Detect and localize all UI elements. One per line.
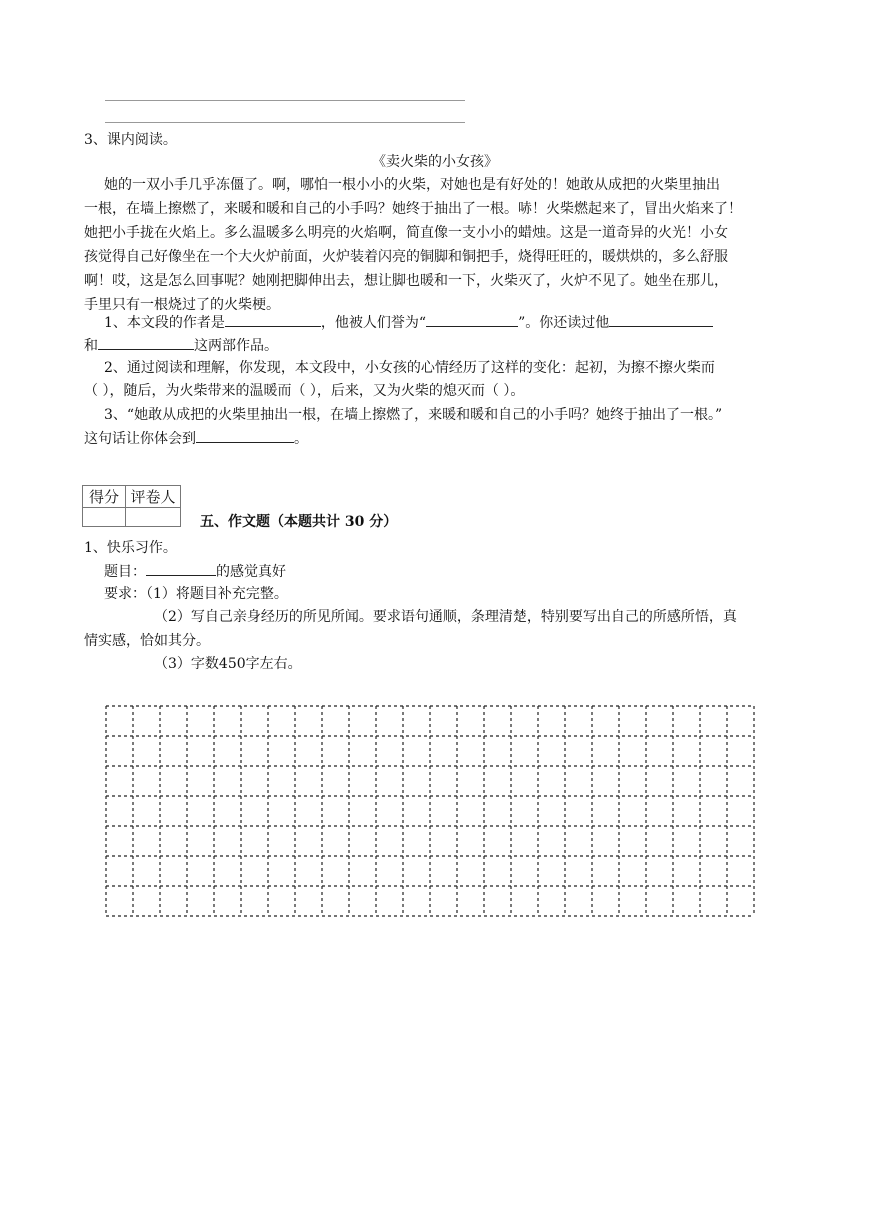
topic-blank[interactable]	[146, 561, 216, 576]
passage-line: 手里只有一根烧过了的火柴梗。	[84, 297, 280, 313]
composition-topic: 题目： 的感觉真好	[104, 561, 806, 582]
sub-question-3-cont: 这句话让你体会到 。	[84, 428, 786, 449]
requirement-3: （3）字数450字左右。	[154, 656, 302, 672]
score-label: 得分	[83, 486, 126, 508]
passage-line: 她把小手拢在火焰上。多么温暖多么明亮的火焰啊，简直像一支小小的蜡烛。这是一道奇异的火光！小女	[84, 225, 728, 241]
section-5-heading: 五、作文题（本题共计 30 分）	[200, 514, 398, 530]
requirement-2: （2）写自己亲身经历的所见所闻。要求语句通顺，条理清楚，特别要写出自己的所感所悟，真	[154, 609, 737, 625]
sub-question-1: 1、本文段的作者是 ，他被人们誉为“ ”。你还读过他	[104, 312, 806, 333]
work-blank-1[interactable]	[609, 312, 713, 327]
author-blank[interactable]	[225, 312, 321, 327]
sub-question-2-cont: （ ），随后，为火柴带来的温暖而（ ），后来，又为火柴的熄灭而（ ）。	[84, 383, 525, 399]
title-blank[interactable]	[426, 312, 518, 327]
sub-question-1-cont: 和 这两部作品。	[84, 335, 786, 356]
grader-label: 评卷人	[126, 486, 181, 508]
sub-question-3: 3、“她敢从成把的火柴里抽出一根，在墙上擦燃了，来暖和暖和自己的小手吗？她终于抽出了一根。”	[104, 407, 723, 423]
work-blank-2[interactable]	[98, 335, 194, 350]
requirements: 要求：（1）将题目补充完整。	[104, 586, 288, 602]
passage-line: 孩觉得自己好像坐在一个大火炉前面，火炉装着闪亮的铜脚和铜把手，烧得旺旺的，暖烘烘的，多么舒服	[84, 249, 728, 265]
sub-question-2: 2、通过阅读和理解，你发现，本文段中，小女孩的心情经历了这样的变化：起初，为擦不擦火柴而	[104, 360, 715, 376]
passage-line: 一根，在墙上擦燃了，来暖和暖和自己的小手吗？她终于抽出了一根。哧！火柴燃起来了，冒出火焰来了！	[84, 201, 742, 217]
answer-line-2	[105, 122, 465, 123]
passage-title: 《卖火柴的小女孩》	[372, 154, 498, 170]
requirement-1: （1）将题目补充完整。	[146, 586, 288, 602]
section-5-question-1: 1、快乐习作。	[84, 540, 177, 556]
requirement-2-cont: 情实感，恰如其分。	[84, 633, 210, 649]
score-cell[interactable]	[83, 508, 126, 527]
writing-grid[interactable]	[105, 705, 765, 917]
passage-line: 她的一双小手几乎冻僵了。啊，哪怕一根小小的火柴，对她也是有好处的！她敢从成把的火柴里抽出	[104, 177, 720, 193]
feeling-blank[interactable]	[196, 428, 294, 443]
passage-line: 啊！哎，这是怎么回事呢？她刚把脚伸出去，想让脚也暖和一下，火柴灭了，火炉不见了。她坐在那儿，	[84, 273, 728, 289]
grader-cell[interactable]	[126, 508, 181, 527]
score-box	[82, 485, 181, 527]
question-3-title: 3、课内阅读。	[84, 132, 177, 148]
answer-line-1	[105, 100, 465, 101]
